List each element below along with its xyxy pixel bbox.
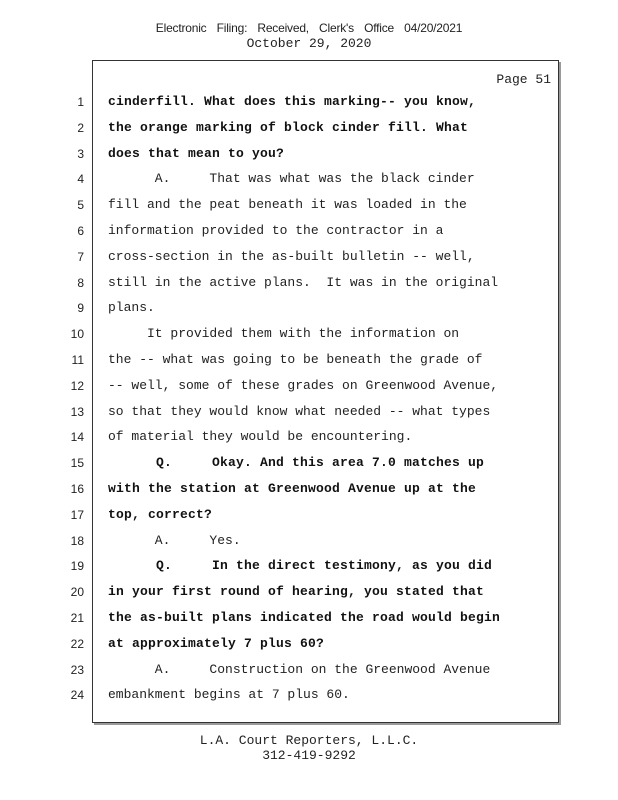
transcript-line [0,556,560,576]
transcript-line [0,505,560,525]
transcript-line [0,402,560,422]
line-number: 13 [70,404,84,419]
transcript-line [0,247,560,267]
line-text: plans. [108,300,155,316]
transcript-line [0,634,560,654]
line-number: 21 [70,611,84,625]
line-text: A. That was what was the black cinder [108,171,475,187]
transcript-line [0,195,560,215]
line-text: top, correct? [108,506,213,522]
transcript-line [0,608,560,628]
line-text: still in the active plans. It was in the original [108,274,499,290]
transcript-line [0,273,560,293]
line-number: 11 [71,353,84,367]
line-text: cinderfill. What does this marking-- you know, [108,94,477,109]
line-number: 8 [77,275,84,290]
line-text: It provided them with the information on [108,326,460,342]
line-text: fill and the peat beneath it was loaded in the [108,197,467,213]
transcript-line [0,144,560,164]
transcript-line [0,221,560,241]
filing-stamp: Electronic Filing: Received, Clerk's Office 04/20/2021 [155,21,463,35]
line-text: at approximately 7 plus 60? [108,635,325,651]
line-number: 22 [70,636,84,651]
line-number: 17 [70,507,84,522]
line-number: 4 [77,172,84,187]
line-number: 2 [77,120,84,135]
line-number: 15 [70,456,84,471]
transcript-line [0,324,560,344]
line-text: the as-built plans indicated the road would begin [108,610,501,625]
line-number: 23 [70,662,84,677]
line-number: 7 [77,249,84,264]
page-number: Page 51 [496,72,551,87]
transcript-date: October 29, 2020 [246,36,372,51]
line-text: cross-section in the as-built bulletin -- well, [108,248,475,264]
line-number: 20 [70,585,84,600]
transcript-line [0,531,560,551]
line-number: 9 [77,301,84,316]
line-number: 18 [70,533,84,548]
line-text: Q. Okay. And this area 7.0 matches up [108,455,485,471]
transcript-line [0,169,560,189]
line-number: 6 [77,224,84,238]
line-text: the orange marking of block cinder fill. What [108,119,469,135]
transcript-line [0,582,560,602]
transcript-line [0,479,560,499]
line-text: A. Yes. [108,532,241,548]
line-number: 3 [77,146,84,161]
line-text: Q. In the direct testimony, as you did [108,558,493,574]
line-text: the -- what was going to be beneath the grade of [108,352,483,367]
footer [0,733,618,763]
line-text: so that they would know what needed -- what types [108,403,491,419]
line-text: does that mean to you? [108,145,285,161]
line-number: 1 [77,95,84,109]
transcript-line [0,685,560,705]
line-text: with the station at Greenwood Avenue up at the [108,481,477,496]
line-number: 12 [70,378,84,393]
line-number: 5 [77,198,84,213]
reporter-phone: 312-419-9292 [262,748,356,763]
line-text: of material they would be encountering. [108,429,413,445]
transcript-line [0,453,560,473]
line-text: A. Construction on the Greenwood Avenue [108,661,491,677]
transcript-line [0,376,560,396]
transcript-line [0,118,560,138]
line-number: 24 [70,688,84,703]
transcript-line [0,660,560,680]
line-number: 14 [70,430,84,445]
line-number: 16 [70,482,84,496]
line-text: embankment begins at 7 plus 60. [108,687,350,703]
line-text: -- well, some of these grades on Greenwood Avenue, [108,377,499,393]
reporter-name: L.A. Court Reporters, L.L.C. [199,733,419,748]
transcript-line [0,350,560,370]
transcript-line [0,92,560,112]
line-number: 10 [70,327,84,342]
line-text: in your first round of hearing, you stated that [108,584,485,600]
transcript-line [0,298,560,318]
transcript-line [0,427,560,447]
line-text: information provided to the contractor in a [108,223,444,238]
line-number: 19 [70,559,84,574]
